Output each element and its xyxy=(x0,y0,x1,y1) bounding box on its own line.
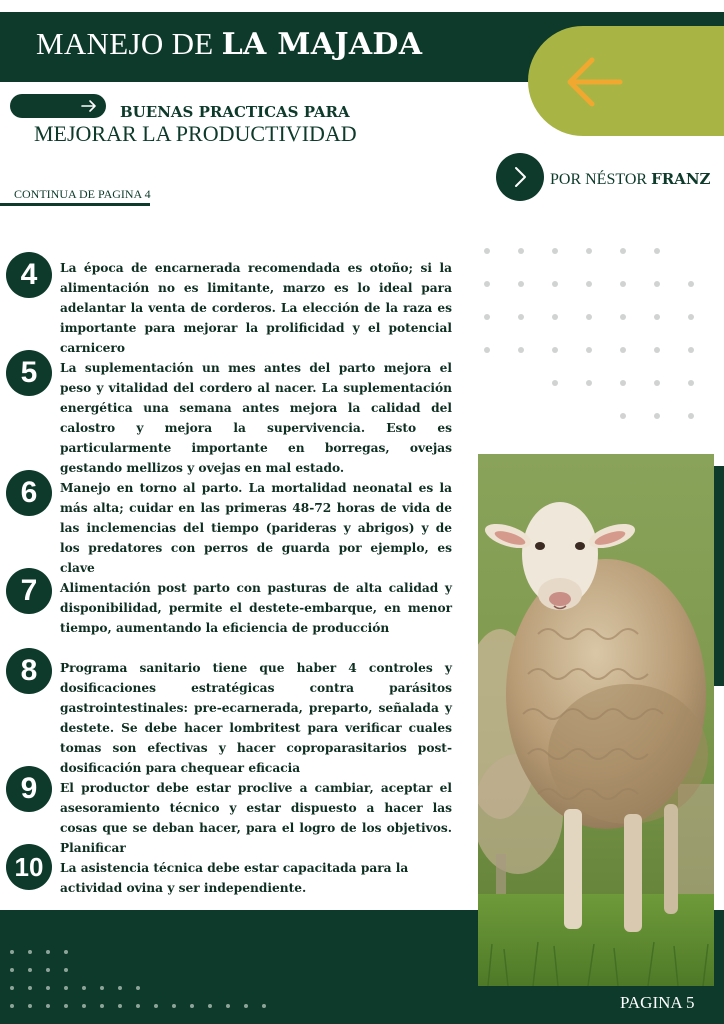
title-bold: LA MAJADA xyxy=(221,27,423,62)
arrow-right-icon xyxy=(80,97,98,115)
decor-dot xyxy=(688,380,694,386)
decor-dot xyxy=(688,314,694,320)
decor-dot xyxy=(518,281,524,287)
dot-grid-decoration xyxy=(484,248,714,438)
decor-dot xyxy=(154,1004,158,1008)
decor-dot xyxy=(586,281,592,287)
decor-dot xyxy=(28,968,32,972)
decor-dot xyxy=(484,281,490,287)
decor-dot xyxy=(484,248,490,254)
decor-dot xyxy=(586,380,592,386)
accent-strip xyxy=(714,466,724,686)
decor-dot xyxy=(64,1004,68,1008)
continued-from-label: CONTINUA DE PAGINA 4 xyxy=(14,187,151,201)
decor-dot xyxy=(208,1004,212,1008)
subtitle-line-1: BUENAS PRACTICAS PARA xyxy=(120,103,350,121)
item-number-badge: 9 xyxy=(6,766,52,812)
decor-dot xyxy=(620,380,626,386)
decor-dot xyxy=(46,950,50,954)
decor-dot xyxy=(484,314,490,320)
sheep-photo xyxy=(478,454,714,986)
decor-dot xyxy=(620,248,626,254)
decor-dot xyxy=(46,986,50,990)
decor-dot xyxy=(82,986,86,990)
decor-dot xyxy=(688,347,694,353)
arrow-left-icon[interactable] xyxy=(562,52,624,112)
decor-dot xyxy=(262,1004,266,1008)
decor-dot xyxy=(100,1004,104,1008)
author-prefix: POR NÉSTOR xyxy=(550,171,652,188)
decor-dot xyxy=(620,347,626,353)
item-text: Alimentación post parto con pasturas de alta calidad y disponibilidad, permite el destete-embarque, en menor tiempo, aumentando la eficiencia de producción xyxy=(60,581,452,635)
item-number-badge: 6 xyxy=(6,470,52,516)
decor-dot xyxy=(688,413,694,419)
decor-dot xyxy=(552,380,558,386)
page-title xyxy=(36,26,422,62)
author-byline xyxy=(550,170,710,189)
decor-dot xyxy=(64,968,68,972)
item-number-badge: 5 xyxy=(6,350,52,396)
decor-dot xyxy=(136,986,140,990)
decor-dot xyxy=(654,380,660,386)
decor-dot xyxy=(620,281,626,287)
decor-dot xyxy=(64,986,68,990)
decor-dot xyxy=(552,347,558,353)
decor-dot xyxy=(518,314,524,320)
decor-dot xyxy=(10,986,14,990)
decor-dot xyxy=(28,1004,32,1008)
title-light: MANEJO DE xyxy=(36,26,222,61)
item-text: Manejo en torno al parto. La mortalidad neonatal es la más alta; cuidar en las primeras 48-72 horas de vida de las inclemencias del tiempo (parideras y abrigos) y de los predatores con perros de guarda por ejemplo, es clave xyxy=(60,481,452,575)
decor-dot xyxy=(654,314,660,320)
decor-dot xyxy=(28,950,32,954)
decor-dot xyxy=(552,281,558,287)
decor-dot xyxy=(552,248,558,254)
divider xyxy=(0,203,150,206)
item-text: La asistencia técnica debe estar capacitada para la actividad ovina y ser independiente. xyxy=(60,861,409,895)
decor-dot xyxy=(654,248,660,254)
item-number-badge: 4 xyxy=(6,252,52,298)
decor-dot xyxy=(190,1004,194,1008)
item-text: El productor debe estar proclive a cambiar, aceptar el asesoramiento técnico y estar dispuesto a hacer las cosas que se deban hacer, para el logro de los objetivos. Planificar xyxy=(60,781,452,855)
decor-dot xyxy=(118,1004,122,1008)
decor-dot xyxy=(654,281,660,287)
decor-dot xyxy=(10,968,14,972)
item-text: La suplementación un mes antes del parto mejora el peso y vitalidad del cordero al nacer. La suplementación energética una semana antes mejora la calidad del calostro y mejora la supervivencia. Esto es particularmente importante en borregas, ovejas gestando mellizos y ovejas en mal estado. xyxy=(60,361,452,475)
decor-dot xyxy=(172,1004,176,1008)
decor-dot xyxy=(586,314,592,320)
decor-dot xyxy=(688,281,694,287)
subtitle-line-2: MEJORAR LA PRODUCTIVIDAD xyxy=(34,121,357,146)
decor-dot xyxy=(64,950,68,954)
item-text: La época de encarnerada recomendada es otoño; si la alimentación no es limitante, marzo es lo ideal para adelantar la venta de corderos. La elección de la raza es importante para mejorar la prolificidad y el potencial carnicero xyxy=(60,261,452,355)
decor-dot xyxy=(620,314,626,320)
item-number-badge: 7 xyxy=(6,568,52,614)
decor-dot xyxy=(226,1004,230,1008)
decor-dot xyxy=(654,347,660,353)
decor-dot xyxy=(484,347,490,353)
item-number-badge: 10 xyxy=(6,844,52,890)
decor-dot xyxy=(518,347,524,353)
decor-dot xyxy=(586,248,592,254)
back-button[interactable] xyxy=(528,26,724,136)
decor-dot xyxy=(654,413,660,419)
decor-dot xyxy=(46,968,50,972)
decor-dot xyxy=(10,1004,14,1008)
decor-dot xyxy=(46,1004,50,1008)
page-number: PAGINA 5 xyxy=(620,993,695,1012)
decor-dot xyxy=(518,248,524,254)
item-text: Programa sanitario tiene que haber 4 controles y dosificaciones estratégicas contra parásitos gastrointestinales: pre-ecarnerada, preparto, señalada y destete. Se debe hacer lombritest para verificar cuales tomas son efectivas y hacer coproparasitarios post-dosificación para chequear eficacia xyxy=(60,661,452,775)
author-name: FRANZ xyxy=(651,170,711,188)
decor-dot xyxy=(82,1004,86,1008)
decor-dot xyxy=(244,1004,248,1008)
decor-dot xyxy=(620,413,626,419)
decor-dot xyxy=(552,314,558,320)
decor-dot xyxy=(100,986,104,990)
decor-dot xyxy=(28,986,32,990)
item-number-badge: 8 xyxy=(6,648,52,694)
decor-dot xyxy=(10,950,14,954)
decor-dot xyxy=(586,347,592,353)
decor-dot xyxy=(118,986,122,990)
chevron-right-icon xyxy=(508,164,532,190)
sheep-illustration xyxy=(478,454,714,986)
decor-dot xyxy=(136,1004,140,1008)
